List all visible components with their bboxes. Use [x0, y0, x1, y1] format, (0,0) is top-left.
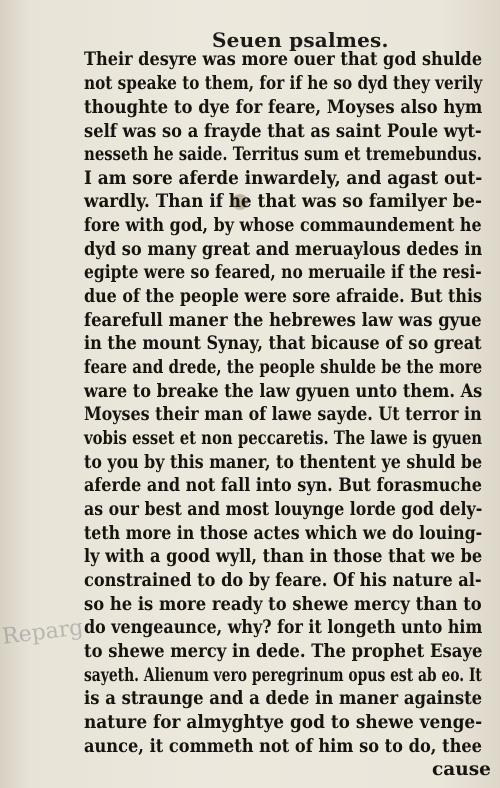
text-line: due of the people were sore afraide. But this: [84, 286, 482, 307]
text-line: dyd so many great and meruaylous dedes in: [84, 239, 483, 260]
text-line: self was so a frayde that as saint Poule wyt-: [84, 121, 482, 142]
text-line: aferde and not fall into syn. But forasmuche: [84, 475, 482, 496]
text-line: egipte were so feared, no meruaile if the resi-: [84, 262, 482, 283]
text-line: fearefull maner the hebrewes law was gyue: [84, 310, 482, 331]
text-line: so he is more ready to shewe mercy than to: [84, 594, 482, 615]
margin-note: Reparg: [0, 615, 85, 650]
text-line: constrained to do by feare. Of his nature al-: [84, 570, 482, 591]
text-line: wardly. Than if he that was so familyer be-: [84, 191, 482, 212]
text-line: nature for almyghtye god to shewe venge-: [84, 712, 483, 733]
text-line: nesseth he saide. Territus sum et tremebundus.: [84, 144, 482, 165]
text-line: sayeth. Alienum vero peregrinum opus est ab eo. It: [84, 665, 482, 686]
text-line: thoughte to dye for feare, Moyses also hym: [84, 97, 483, 118]
catchword: cause: [432, 759, 491, 780]
text-line: fore with god, by whose commaundement he: [84, 215, 482, 236]
text-line: in the mount Synay, that bicause of so great: [84, 333, 482, 354]
running-header: Seuen psalmes.: [212, 28, 389, 52]
text-line: Their desyre was more ouer that god shulde: [84, 49, 483, 70]
text-line: ly with a good wyll, than in those that we be: [84, 546, 483, 567]
text-line: Moyses their man of lawe sayde. Ut terror in: [84, 404, 482, 425]
text-line: feare and drede, the people shulde be the more: [84, 357, 483, 378]
text-line: aunce, it commeth not of him so to do, thee: [84, 736, 482, 757]
text-line: ware to breake the law gyuen unto them. As: [84, 381, 483, 402]
text-line: to you by this maner, to thentent ye shuld be: [84, 452, 483, 473]
text-line: is a straunge and a dede in maner againste: [84, 688, 483, 709]
text-line: do vengeaunce, why? for it longeth unto him: [84, 617, 483, 638]
text-line: I am sore aferde inwardely, and agast out-: [84, 168, 483, 189]
text-line: not speake to them, for if he so dyd they verily: [84, 73, 483, 94]
text-line: vobis esset et non peccaretis. The lawe is gyuen: [84, 428, 483, 449]
text-line: to shewe mercy in dede. The prophet Esaye: [84, 641, 483, 662]
text-line: as our best and most louynge lorde god dely-: [84, 499, 483, 520]
text-line: teth more in those actes which we do louing-: [84, 523, 483, 544]
